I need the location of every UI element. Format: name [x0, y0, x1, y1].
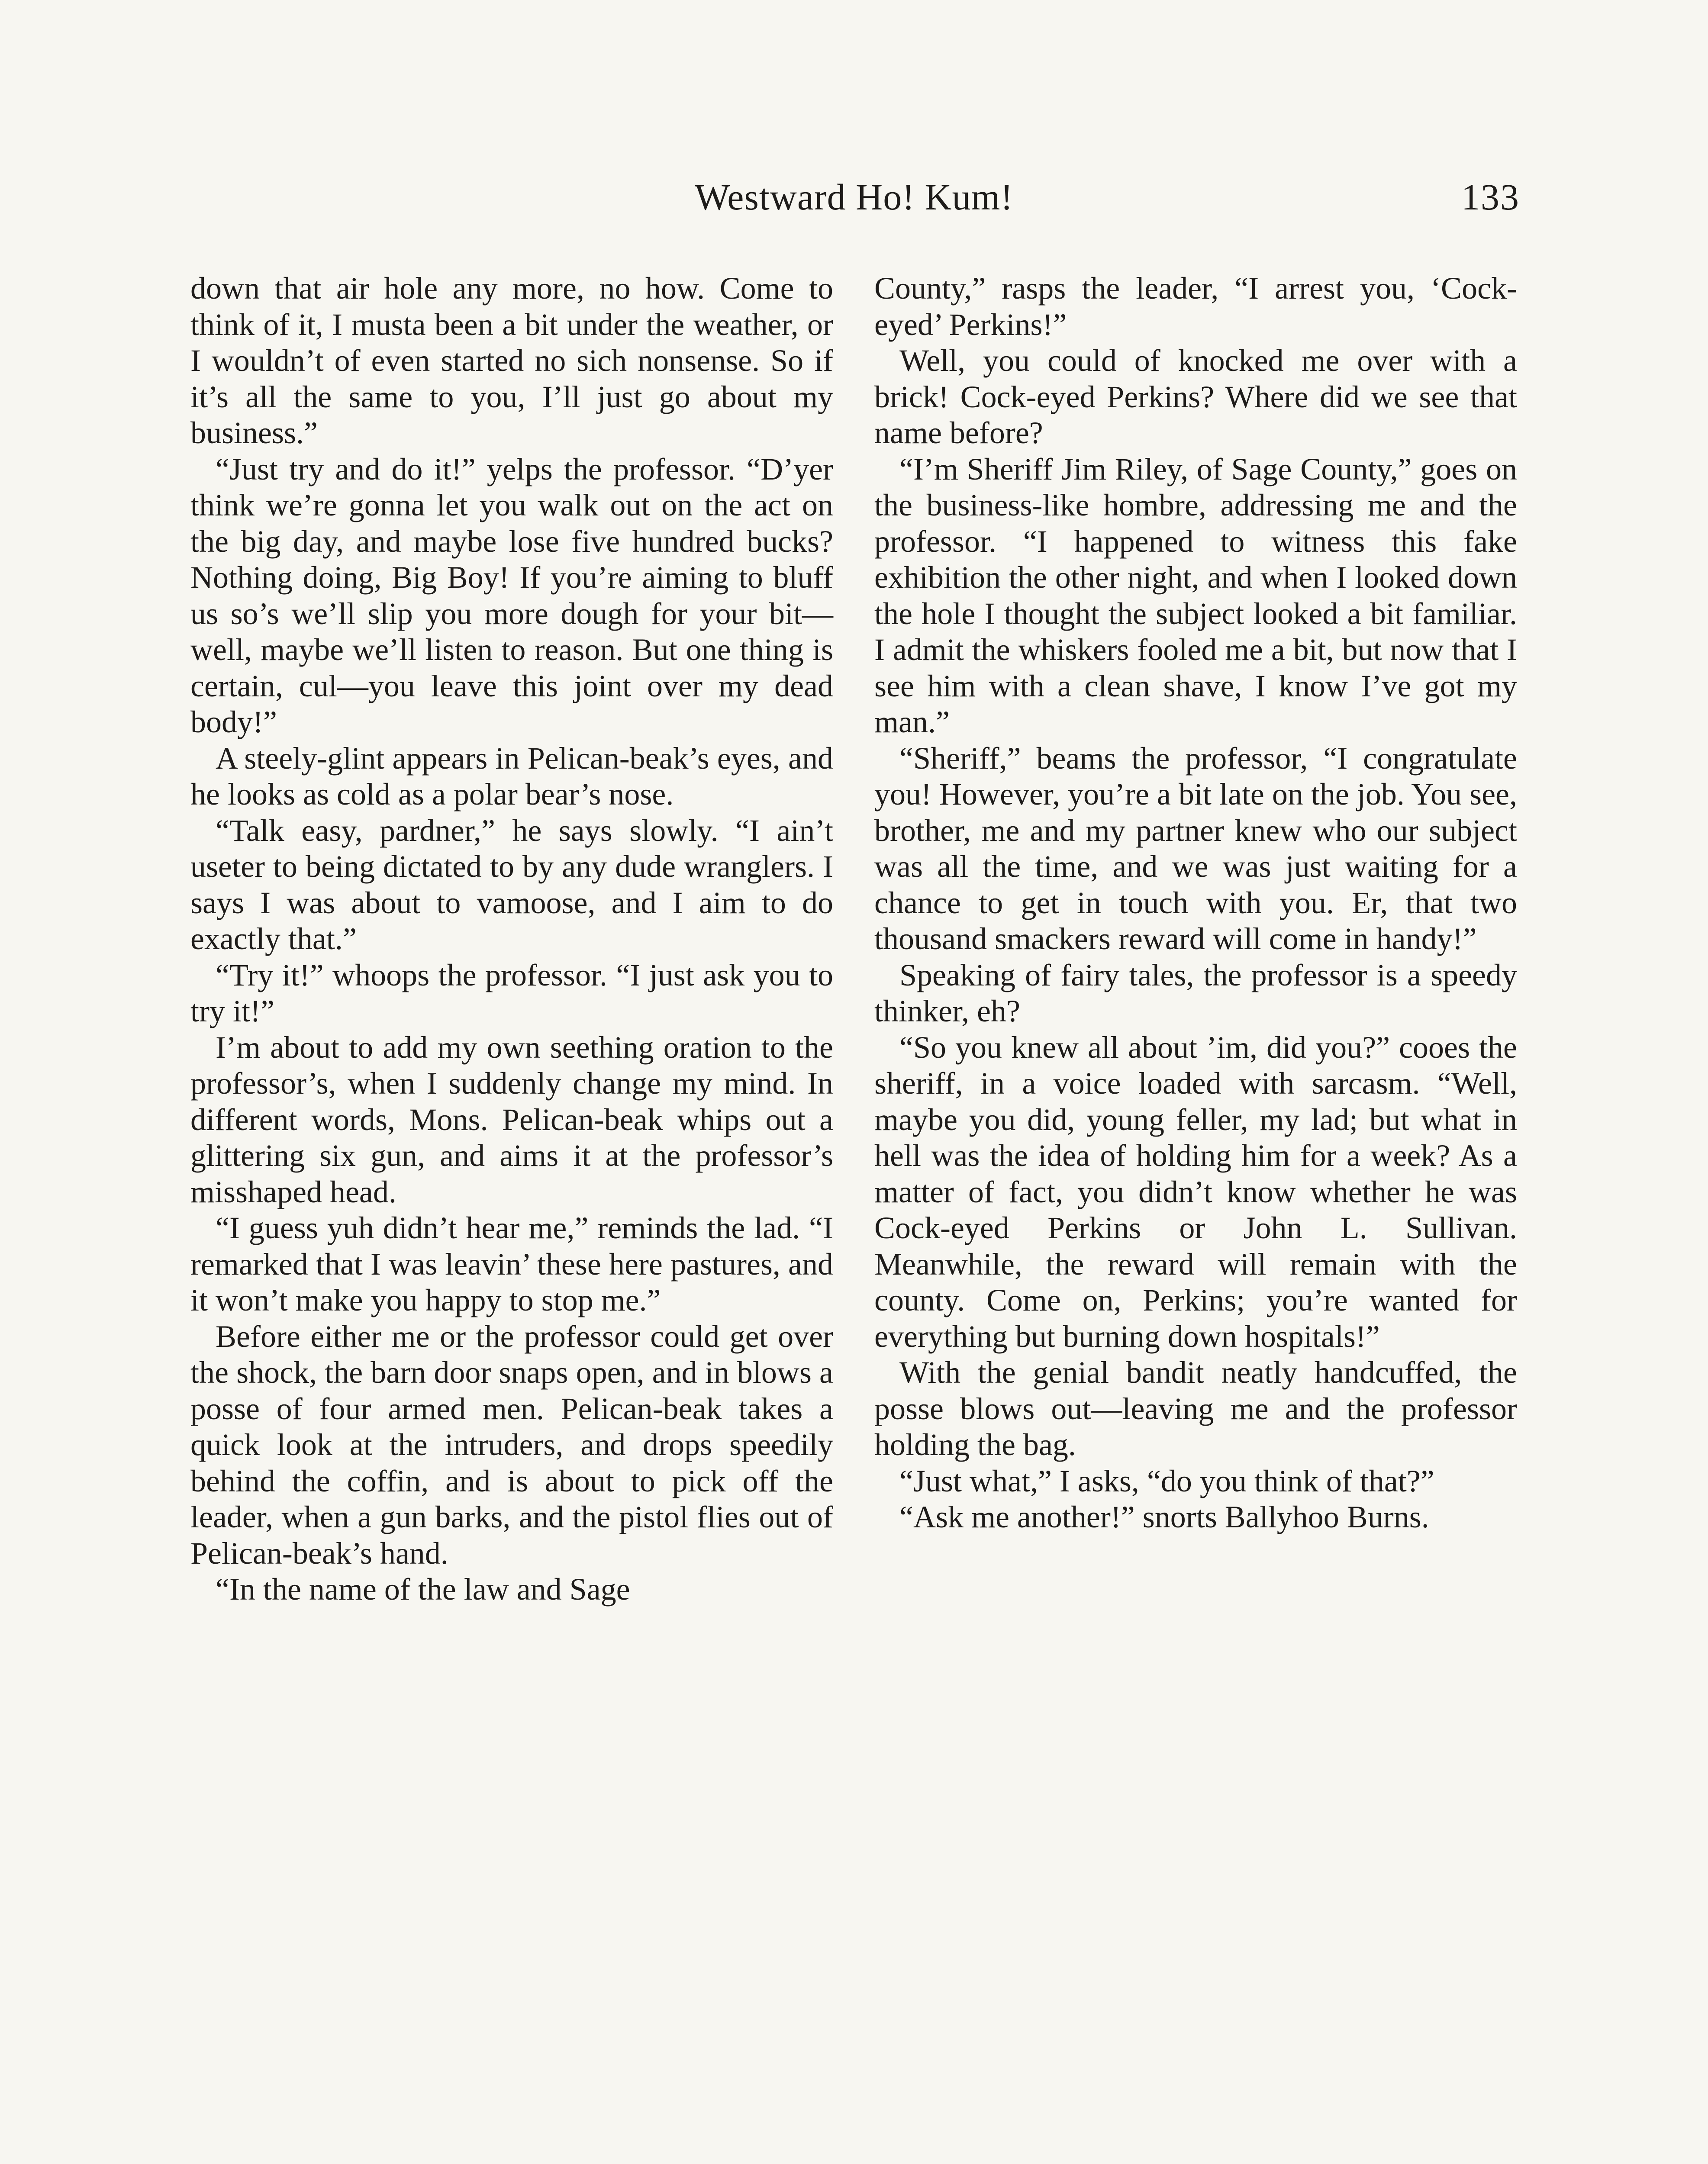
- paragraph: “Talk easy, pardner,” he says slowly. “I ain’t useter to being dictated to by any dude wranglers. I says I was about to vamoose, and I aim to do exactly that.”: [190, 813, 833, 956]
- paragraph: I’m about to add my own seething oration to the professor’s, when I suddenly change my mind. In different words, Mons. Pelican-beak whips out a glittering six gun, and aims it at the professor’s misshaped head.: [190, 1030, 833, 1209]
- paragraph: “In the name of the law and Sage: [216, 1572, 630, 1607]
- paragraph: County,” rasps the leader, “I arrest you, ‘Cock-eyed’ Perkins!”: [874, 271, 1517, 342]
- page-header: [0, 175, 1708, 232]
- right-column: [874, 270, 1517, 1536]
- paragraph: “Just what,” I asks, “do you think of that?”: [899, 1463, 1434, 1498]
- paragraph: Before either me or the professor could get over the shock, the barn door snaps open, and in blows a posse of four armed men. Pelican-beak takes a quick look at the intruders, and drops speedily behind the coffin, and is about to pick off the leader, when a gun barks, and the pistol flies out of Pelican-beak’s hand.: [190, 1319, 833, 1571]
- paragraph: A steely-glint appears in Pelican-beak’s eyes, and he looks as cold as a polar bear’s nose.: [190, 741, 833, 812]
- left-column: [190, 270, 833, 1608]
- paragraph: “I’m Sheriff Jim Riley, of Sage County,” goes on the business-like hombre, addressing me and the professor. “I happened to witness this fake exhibition the other night, and when I looked down the hole I thought the subject looked a bit familiar. I admit the whiskers fooled me a bit, but now that I see him with a clean shave, I know I’ve got my man.”: [874, 451, 1517, 739]
- paragraph: Well, you could of knocked me over with a brick! Cock-eyed Perkins? Where did we see that name before?: [874, 343, 1517, 450]
- paragraph: Speaking of fairy tales, the professor is a speedy thinker, eh?: [874, 957, 1517, 1028]
- paragraph: “I guess yuh didn’t hear me,” reminds the lad. “I remarked that I was leavin’ these here pastures, and it won’t make you happy to stop me.”: [190, 1211, 833, 1317]
- paragraph: With the genial bandit neatly handcuffed, the posse blows out—leaving me and the professor holding the bag.: [874, 1355, 1517, 1462]
- page-number: 133: [1461, 176, 1520, 218]
- paragraph: “So you knew all about ’im, did you?” cooes the sheriff, in a voice loaded with sarcasm. “Well, maybe you did, young feller, my lad; but what in hell was the idea of holding him for a week? As a matter of fact, you didn’t know whether he was Cock-eyed Perkins or John L. Sullivan. Meanwhile, the reward will remain with the county. Come on, Perkins; you’re wanted for everything but burning down hospitals!”: [874, 1030, 1517, 1354]
- paragraph: down that air hole any more, no how. Come to think of it, I musta been a bit under the weather, or I wouldn’t of even started no sich nonsense. So if it’s all the same to you, I’ll just go about my business.”: [190, 271, 833, 450]
- paragraph: “Sheriff,” beams the professor, “I congratulate you! However, you’re a bit late on the job. You see, brother, me and my partner knew who our subject was all the time, and we was just waiting for a chance to get in touch with you. Er, that two thousand smackers reward will come in handy!”: [874, 741, 1517, 956]
- paragraph: “Try it!” whoops the professor. “I just ask you to try it!”: [190, 957, 833, 1028]
- running-title: Westward Ho! Kum!: [694, 176, 1014, 218]
- paragraph: “Just try and do it!” yelps the professor. “D’yer think we’re gonna let you walk out on the act on the big day, and maybe lose five hundred bucks? Nothing doing, Big Boy! If you’re aiming to bluff us so’s we’ll slip you more dough for your bit—well, maybe we’ll listen to reason. But one thing is certain, cul—you leave this joint over my dead body!”: [190, 451, 833, 739]
- paragraph: “Ask me another!” snorts Ballyhoo Burns.: [899, 1500, 1429, 1534]
